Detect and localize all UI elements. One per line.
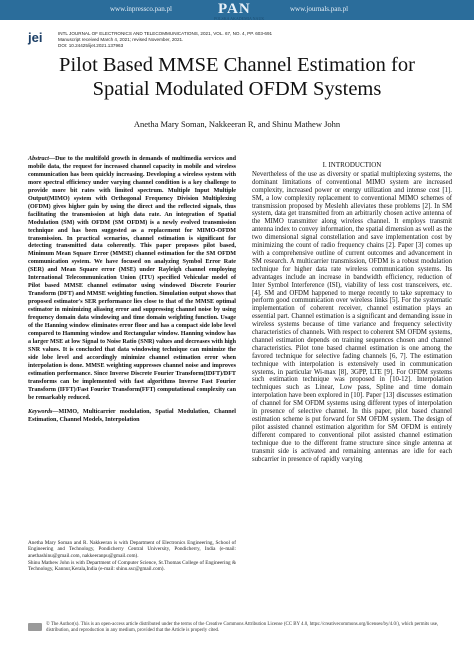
abstract-column bbox=[28, 156, 236, 424]
journal-url-right[interactable]: www.journals.pan.pl bbox=[290, 5, 349, 13]
title-line-2: Spatial Modulated OFDM Systems bbox=[92, 78, 382, 100]
abstract-text: —Due to the multifold growth in demands of multimedia services and mobile data, the request for increased channel capacity in mobile and wireless communication has been quickly increasing. Developing a wireless system with more spectral efficiency under varying channel condition is a key challenge to provide more bit rates with limited spectrum. Multiple Input Multiple Output(MIMO) system with Orthogonal Frequency Division Multiplexing (OFDM) gives higher gain by using the direct and the reflected signals, thus facilitating the transmission at high data rate. An integration of Spatial Modulation (SM) with OFDM (SM OFDM) is a newly evolved transmission technique and has been suggested as a replacement for MIMO-OFDM transmission. In practical scenarios, channel estimation is significant for detecting transmitted data coherently. This paper proposes pilot based, Minimum Mean Square Error (MMSE) channel estimation for the SM OFDM communication system. We have focused on analyzing Symbol Error Rate (SER) and Mean Square error (MSE) under Rayleigh channel employing International Telecommunication Union (ITU) specified Vehicular model of Pilot based MMSE channel estimator using windowed Discrete Fourier Transform (DFT) and MMSE weighting function. Simulation output shows that proposed estimator's SER performance lies close to that of the MMSE optimal estimator in minimizing aliasing error and suppressing channel noise by using frequency domain data windowing and time domain weighting function. Usage of the Hanning window eliminates error floor and has a compact side lobe level compared to Hamming window and Rectangular window. Hanning window has a larger MSE at low Signal to Noise Ratio (SNR) values and decreases with high SNR values. It is concluded that data windowing technique can minimize the side lobe level and accordingly minimize channel estimation error when interpolation is done. MMSE weighting suppresses channel noise and improves estimation performance. Since Inverse Discrete Fourier Transform(IDFT)/DFT transforms can be implemented with fast algorithms Inverse Fast Fourier Transform (IFFT)/Fast Fourier Transform(FFT) computational complexity can be remarkably reduced. bbox=[28, 156, 236, 401]
cc-license-icon[interactable] bbox=[28, 623, 42, 631]
journal-url-left[interactable]: www.inpressco.pan.pl bbox=[110, 5, 172, 13]
affiliations bbox=[28, 540, 236, 573]
doi[interactable]: DOI: 10.24425/ijet.2021.137963 bbox=[58, 43, 124, 48]
license-footer: © The Author(s). This is an open-access article distributed under the terms of the Creative Commons Attribution License (CC BY 4.0, https://creativecommons.org/licenses/by/4.0/), which permits use, distribution, and reproduction in any medium, provided that the Article is properly cited. bbox=[46, 622, 439, 633]
journal-info bbox=[58, 31, 272, 49]
paper-authors: Anetha Mary Soman, Nakkeeran R, and Shinu Mathew John bbox=[133, 119, 341, 129]
affiliation-1: Anetha Mary Soman and R. Nakkeeran is with Department of Electronics Engineering, School of Engineering and Technology, Pondicherry Central University, Pondicherry, India (e-mail: anethashinu@gmail.com, nakkeeranpu@gmail.com). bbox=[28, 540, 236, 559]
abstract-label: Abstract bbox=[28, 156, 49, 162]
introduction-column bbox=[252, 162, 452, 463]
affiliation-2: Shinu Mathew John is with Department of Computer Science, St.Thomas College of Engineering & Technology, Kannur,Kerala,India (e-mail: shinu.ssc@gmail.com). bbox=[28, 559, 236, 573]
pan-logo-subtitle: POLSKA AKADEMIA NAUK bbox=[214, 16, 265, 21]
title-line-1: Pilot Based MMSE Channel Estimation for bbox=[59, 54, 415, 76]
keywords-label: Keywords bbox=[28, 408, 53, 415]
section-heading: I. INTRODUCTION bbox=[322, 161, 382, 169]
keywords-text: —MIMO, Multicarrier modulation, Spatial Modulation, Channel Estimation, Channel Models, Interpolation bbox=[28, 408, 236, 423]
journal-line: INTL JOURNAL OF ELECTRONICS AND TELECOMMUNICATIONS, 2021, VOL. 67, NO. 4, PP. 603-691 bbox=[58, 31, 273, 36]
pan-logo: PAN bbox=[218, 1, 251, 17]
manuscript-dates: Manuscript received March 4, 2021; revised November, 2021. bbox=[58, 37, 184, 42]
paper-title bbox=[0, 53, 474, 101]
jei-logo: jei bbox=[28, 30, 43, 45]
keywords bbox=[28, 409, 236, 425]
introduction-text: Nevertheless of the use as diversity or spatial multiplexing systems, the dominant limitations of conventional MIMO system are increased complexity, increased power or energy utilization and intense cost [1]. SM, a low complexity replacement to conventional MIMO schemes of transmission proposed by Meslehh alleviates these problems [2]. In SM system, data get transmitted from an arbitrarily chosen active antenna of the MIMO transmitter along wireless channel. It employs transmit antenna index to convey information, the spatial dimension as well as the two dimensional signal constellation and save implementation cost by minimizing the count of radio frequency chains [2]. Paper [3] comes up with a comprehensive outline of current outcomes and advancement in SM research. A multicarrier transmission, OFDM is a robust modulation technique for higher data rate wireless communication systems. Its advantages include an increase in bandwidth efficiency, reduction of Inter Symbol Interference (ISI), viability of less cost transceivers, etc. [4]. SM and OFDM happened to merge recently to take supremacy to perform good communication over wireless links [5]. For the systematic implementation of coherent receiver, channel estimation plays an essential part. Channel estimation is a significant and demanding issue in wireless systems because of time variance and frequency selectivity characteristics of channels. With respect to coherent SM OFDM systems, channel estimation depends on training sequences chosen and channel characteristics. Pilot tone based channel estimation is one among the favored technique for selective fading channels [6, 7]. The estimation technique with interpolation is extensively used in communication systems, in particular Wi-max [8], 3GPP, LTE [9]. For OFDM systems such estimation technique was proposed in [10-12]. Interpolation techniques such as Linear, Low pass, Spline and time domain interpolation have been explored in [10]. Paper [13] discusses estimation of channel for SM OFDM systems using different types of interpolation in presence of selective channel. In this paper, pilot based channel estimation scheme is put forward for SM OFDM system. The design of pilot assisted channel estimation algorithm for SM OFDM is entirely different compared to conventional pilot assisted channel estimation technique due to the different frame structure since single antenna at transmit side is activated and remaining antennas are idle for each subcarrier in presence of rapidly varying bbox=[252, 170, 452, 463]
abstract bbox=[28, 156, 236, 403]
